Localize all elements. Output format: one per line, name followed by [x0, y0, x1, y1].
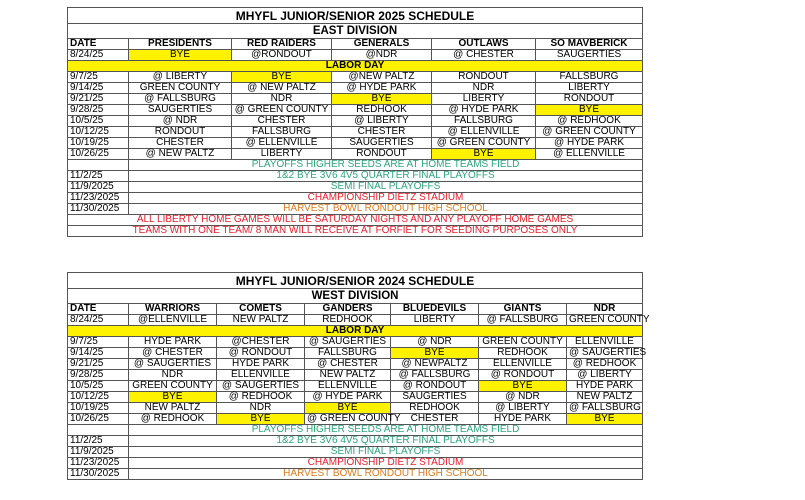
playoff-round-row — [68, 447, 643, 458]
west-schedule-title: MHYFL JUNIOR/SENIOR 2024 SCHEDULE — [68, 273, 643, 289]
schedule-row — [68, 94, 643, 105]
playoff-round-row — [68, 193, 643, 204]
matchup-cell: @ GREEN COUNTY — [432, 138, 536, 149]
matchup-cell: BYE — [479, 381, 567, 392]
matchup-cell: ELLENVILLE — [567, 337, 643, 348]
schedule-row — [68, 348, 643, 359]
game-date: 10/26/25 — [68, 414, 129, 425]
matchup-cell: ELLENVILLE — [217, 370, 305, 381]
matchup-cell: @ GREEN COUNTY — [232, 105, 332, 116]
matchup-cell: @ REDHOOK — [567, 359, 643, 370]
game-date: 9/7/25 — [68, 72, 129, 83]
matchup-cell: @ NDR — [391, 337, 479, 348]
matchup-cell: RONDOUT — [332, 149, 432, 160]
game-date: 10/5/25 — [68, 116, 129, 127]
labor-day-row: LABOR DAY — [68, 326, 643, 337]
matchup-cell: NEW PALTZ — [567, 392, 643, 403]
matchup-cell: @ NEW PALTZ — [129, 149, 232, 160]
blank-date-cell — [68, 160, 129, 171]
matchup-cell: LIBERTY — [536, 83, 643, 94]
game-date: 9/21/25 — [68, 359, 129, 370]
playoff-date: 11/2/25 — [68, 171, 129, 182]
game-date: 10/19/25 — [68, 138, 129, 149]
schedule-row — [68, 337, 643, 348]
matchup-cell: @ NDR — [479, 392, 567, 403]
schedule-row — [68, 392, 643, 403]
matchup-cell: @NDR — [332, 50, 432, 61]
matchup-cell: BYE — [305, 403, 391, 414]
matchup-cell: FALLSBURG — [536, 72, 643, 83]
playoff-round-row — [68, 171, 643, 182]
blank-date-cell — [68, 425, 129, 436]
matchup-cell: @ NDR — [129, 116, 232, 127]
playoff-round-label: CHAMPIONSHIP DIETZ STADIUM — [129, 458, 643, 469]
matchup-cell: @ ELLENVILLE — [232, 138, 332, 149]
matchup-cell: @ REDHOOK — [129, 414, 217, 425]
schedule-row — [68, 116, 643, 127]
matchup-cell: @ NEWPALTZ — [391, 359, 479, 370]
matchup-cell: BYE — [332, 94, 432, 105]
matchup-cell: FALLSBURG — [432, 116, 536, 127]
game-date: 10/26/25 — [68, 149, 129, 160]
team-header: BLUEDEVILS — [391, 304, 479, 315]
matchup-cell: GREEN COUNTY — [129, 381, 217, 392]
matchup-cell: @ RONDOUT — [391, 381, 479, 392]
forfeit-note: TEAMS WITH ONE TEAM/ 8 MAN WILL RECEIVE AT FORFIET FOR SEEDING PURPOSES ONLY — [68, 226, 643, 237]
matchup-cell: SAUGERTIES — [391, 392, 479, 403]
playoff-date: 11/2/25 — [68, 436, 129, 447]
matchup-cell: REDHOOK — [479, 348, 567, 359]
matchup-cell: RONDOUT — [432, 72, 536, 83]
note-row — [68, 215, 643, 226]
matchup-cell: ELLENVILLE — [479, 359, 567, 370]
matchup-cell: BYE — [129, 50, 232, 61]
east-schedule-title: MHYFL JUNIOR/SENIOR 2025 SCHEDULE — [68, 8, 643, 24]
team-header: SO MAVBERICK — [536, 39, 643, 50]
liberty-home-games-note: ALL LIBERTY HOME GAMES WILL BE SATURDAY NIGHTS AND ANY PLAYOFF HOME GAMES — [68, 215, 643, 226]
date-column-header: DATE — [68, 304, 129, 315]
playoff-round-label: 1&2 BYE 3V6 4V5 QUARTER FINAL PLAYOFFS — [129, 171, 643, 182]
playoff-date: 11/30/2025 — [68, 204, 129, 215]
matchup-cell: CHESTER — [332, 127, 432, 138]
playoff-round-row — [68, 182, 643, 193]
matchup-cell: @ NEW PALTZ — [232, 83, 332, 94]
matchup-cell: REDHOOK — [391, 403, 479, 414]
team-header: GANDERS — [305, 304, 391, 315]
game-date: 9/28/25 — [68, 105, 129, 116]
matchup-cell: NDR — [432, 83, 536, 94]
playoff-round-row — [68, 469, 643, 480]
playoffs-note: PLAYOFFS HIGHER SEEDS ARE AT HOME TEAMS FIELD — [129, 425, 643, 436]
matchup-cell: @ RONDOUT — [479, 370, 567, 381]
schedule-row — [68, 149, 643, 160]
matchup-cell: SAUGERTIES — [332, 138, 432, 149]
matchup-cell: @ LIBERTY — [479, 403, 567, 414]
schedule-row — [68, 72, 643, 83]
matchup-cell: @RONDOUT — [232, 50, 332, 61]
playoff-round-row — [68, 458, 643, 469]
matchup-cell: REDHOOK — [305, 315, 391, 326]
matchup-cell: @ FALLSBURG — [479, 315, 567, 326]
matchup-cell: @ CHESTER — [129, 348, 217, 359]
game-date: 9/28/25 — [68, 370, 129, 381]
game-date: 9/14/25 — [68, 348, 129, 359]
playoffs-note: PLAYOFFS HIGHER SEEDS ARE AT HOME TEAMS FIELD — [129, 160, 643, 171]
matchup-cell: CHESTER — [391, 414, 479, 425]
game-date: 10/5/25 — [68, 381, 129, 392]
game-date: 9/14/25 — [68, 83, 129, 94]
matchup-cell: @ELLENVILLE — [129, 315, 217, 326]
matchup-cell: HYDE PARK — [217, 359, 305, 370]
matchup-cell: @ FALLSBURG — [391, 370, 479, 381]
matchup-cell: @ HYDE PARK — [536, 138, 643, 149]
team-header: GIANTS — [479, 304, 567, 315]
schedule-row — [68, 315, 643, 326]
matchup-cell: @ SAUGERTIES — [567, 348, 643, 359]
game-date: 8/24/25 — [68, 315, 129, 326]
matchup-cell: @ HYDE PARK — [305, 392, 391, 403]
matchup-cell: LIBERTY — [432, 94, 536, 105]
playoffs-note-row — [68, 425, 643, 436]
matchup-cell: LIBERTY — [232, 149, 332, 160]
team-header: OUTLAWS — [432, 39, 536, 50]
matchup-cell: GREEN COUNTY — [479, 337, 567, 348]
matchup-cell: BYE — [232, 72, 332, 83]
game-date: 9/21/25 — [68, 94, 129, 105]
matchup-cell: BYE — [129, 392, 217, 403]
west-schedule-table — [67, 272, 650, 480]
schedule-row — [68, 403, 643, 414]
matchup-cell: HYDE PARK — [479, 414, 567, 425]
matchup-cell: @ LIBERTY — [567, 370, 643, 381]
team-header: PRESIDENTS — [129, 39, 232, 50]
matchup-cell: @ REDHOOK — [536, 116, 643, 127]
matchup-cell: SAUGERTIES — [129, 105, 232, 116]
matchup-cell: @ CHESTER — [305, 359, 391, 370]
matchup-cell: BYE — [567, 414, 643, 425]
matchup-cell: RONDOUT — [536, 94, 643, 105]
matchup-cell: CHESTER — [232, 116, 332, 127]
matchup-cell: @ SAUGERTIES — [129, 359, 217, 370]
game-date: 10/12/25 — [68, 392, 129, 403]
schedule-row — [68, 326, 643, 337]
matchup-cell: @ CHESTER — [432, 50, 536, 61]
matchup-cell: @ REDHOOK — [217, 392, 305, 403]
matchup-cell: NDR — [217, 403, 305, 414]
playoff-round-label: HARVEST BOWL RONDOUT HIGH SCHOOL — [129, 204, 643, 215]
matchup-cell: @ ELLENVILLE — [432, 127, 536, 138]
schedule-row — [68, 83, 643, 94]
matchup-cell: @ FALLSBURG — [567, 403, 643, 414]
matchup-cell: NEW PALTZ — [129, 403, 217, 414]
matchup-cell: GREEN COUNTY — [567, 315, 643, 326]
matchup-cell: @NEW PALTZ — [332, 72, 432, 83]
matchup-cell: @ RONDOUT — [217, 348, 305, 359]
matchup-cell: GREEN COUNTY — [129, 83, 232, 94]
matchup-cell: @ ELLENVILLE — [536, 149, 643, 160]
game-date: 8/24/25 — [68, 50, 129, 61]
matchup-cell: @ HYDE PARK — [332, 83, 432, 94]
matchup-cell: @ LIBERTY — [129, 72, 232, 83]
schedule-row — [68, 370, 643, 381]
schedule-row — [68, 359, 643, 370]
game-date: 10/19/25 — [68, 403, 129, 414]
matchup-cell: @ LIBERTY — [332, 116, 432, 127]
matchup-cell: ELLENVILLE — [305, 381, 391, 392]
matchup-cell: CHESTER — [129, 138, 232, 149]
matchup-cell: @ SAUGERTIES — [217, 381, 305, 392]
matchup-cell: @CHESTER — [217, 337, 305, 348]
matchup-cell: FALLSBURG — [305, 348, 391, 359]
matchup-cell: @ HYDE PARK — [432, 105, 536, 116]
matchup-cell: REDHOOK — [332, 105, 432, 116]
schedule-row — [68, 414, 643, 425]
matchup-cell: BYE — [432, 149, 536, 160]
west-division-heading: WEST DIVISION — [68, 289, 643, 304]
matchup-cell: BYE — [217, 414, 305, 425]
schedule-row — [68, 61, 643, 72]
playoff-round-label: CHAMPIONSHIP DIETZ STADIUM — [129, 193, 643, 204]
schedule-row — [68, 50, 643, 61]
playoff-date: 11/9/2025 — [68, 182, 129, 193]
matchup-cell: RONDOUT — [129, 127, 232, 138]
playoff-round-row — [68, 436, 643, 447]
playoff-round-label: SEMI FINAL PLAYOFFS — [129, 182, 643, 193]
matchup-cell: FALLSBURG — [232, 127, 332, 138]
matchup-cell: @ FALLSBURG — [129, 94, 232, 105]
matchup-cell: NEW PALTZ — [305, 370, 391, 381]
matchup-cell: BYE — [536, 105, 643, 116]
matchup-cell: SAUGERTIES — [536, 50, 643, 61]
matchup-cell: HYDE PARK — [567, 381, 643, 392]
schedule-row — [68, 138, 643, 149]
labor-day-row: LABOR DAY — [68, 61, 643, 72]
east-schedule-table — [67, 7, 643, 237]
matchup-cell: NEW PALTZ — [217, 315, 305, 326]
schedule-row — [68, 105, 643, 116]
matchup-cell: NDR — [129, 370, 217, 381]
playoff-date: 11/9/2025 — [68, 447, 129, 458]
playoff-round-label: 1&2 BYE 3V6 4V5 QUARTER FINAL PLAYOFFS — [129, 436, 643, 447]
east-division-heading: EAST DIVISION — [68, 24, 643, 39]
playoff-date: 11/23/2025 — [68, 193, 129, 204]
team-header: NDR — [567, 304, 643, 315]
schedule-row — [68, 381, 643, 392]
playoff-round-label: SEMI FINAL PLAYOFFS — [129, 447, 643, 458]
matchup-cell: @ GREEN COUNTY — [536, 127, 643, 138]
matchup-cell: HYDE PARK — [129, 337, 217, 348]
matchup-cell: NDR — [232, 94, 332, 105]
playoff-date: 11/30/2025 — [68, 469, 129, 480]
game-date: 10/12/25 — [68, 127, 129, 138]
matchup-cell: BYE — [391, 348, 479, 359]
matchup-cell: @ SAUGERTIES — [305, 337, 391, 348]
matchup-cell: LIBERTY — [391, 315, 479, 326]
team-header: WARRIORS — [129, 304, 217, 315]
team-header: GENERALS — [332, 39, 432, 50]
game-date: 9/7/25 — [68, 337, 129, 348]
playoff-round-label: HARVEST BOWL RONDOUT HIGH SCHOOL — [129, 469, 643, 480]
team-header: RED RAIDERS — [232, 39, 332, 50]
playoff-round-row — [68, 204, 643, 215]
date-column-header: DATE — [68, 39, 129, 50]
matchup-cell: @ GREEN COUNTY — [305, 414, 391, 425]
playoffs-note-row — [68, 160, 643, 171]
team-header: COMETS — [217, 304, 305, 315]
note-row — [68, 226, 643, 237]
schedule-row — [68, 127, 643, 138]
playoff-date: 11/23/2025 — [68, 458, 129, 469]
